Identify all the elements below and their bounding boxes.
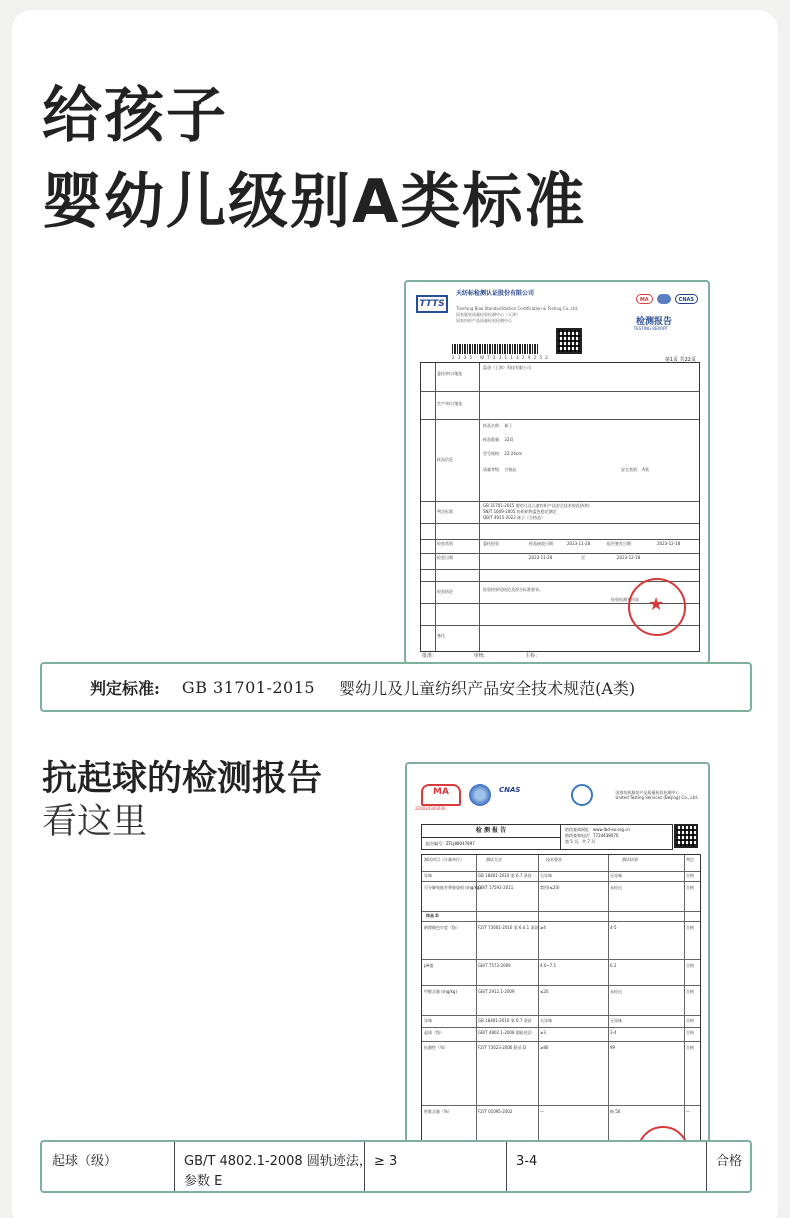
standard-code: GB 31701-2015 (181, 677, 316, 697)
report1-centers: Tianfang Biao Standardization Certification & Testing Co.,Ltd. 国家服装质量检验检测中心（天津） 国家纺织产品质量检验检测中心 (456, 306, 579, 323)
report1-title: 检测报告 (635, 317, 672, 327)
qr-code-icon (674, 824, 698, 848)
barcode-icon (452, 344, 538, 354)
cnas-badge-icon: CNAS (675, 294, 698, 304)
qr-code-icon (556, 328, 582, 354)
ilac-badge-icon (657, 294, 671, 304)
headline-line1: 给孩子 (42, 81, 228, 151)
ma-logo-icon: MA (421, 784, 461, 806)
report2-table: 测试项目（计量单位） 测试方法 技术要求 测试结果 判定 异味 GB 18401-2010 第 6.7 条款 无异味 无异味 合格 可分解致癌芳香胺染料 (mg/kg) GB/T 17592-2011 禁用(≤20) 未检出 合格 样品 D 耐摩擦色牢度（级） FZ/T 73001-2016 第 6.4.1 条款 ≥4 4-5 合格 pH值 GB/T 7573-2009 4.0~7.5 6.2 合格 甲醛含量 (mg/kg) GB/T 2912.1-2009 ≤20 未检出 合格 异味 GB 18401-2010 第 6.7 条款 无异味 无异味 合格 起球（级） GB/T 4802.1-2008 圆轨迹法 ≥3 3-4 合格 抗菌性（%） FZ/T 73023-2006 附录 D ≥80 99 合格 纤维含量（%） FZ/T 01095-2002 — 棉 56 — (421, 854, 701, 1146)
pilling-result-row (40, 1140, 752, 1193)
report1-signers: 批准： 审核： 主检： (422, 653, 541, 659)
pilling-requirement: ≥ 3 (374, 1154, 398, 1169)
standard-bar (40, 662, 752, 712)
report1-badges (636, 294, 698, 304)
ma-number: 220020343030 (415, 806, 446, 811)
test-report-image-2 (405, 762, 710, 1146)
pilling-verdict: 合格 (716, 1154, 743, 1169)
test-report-image-1 (404, 280, 710, 664)
lab-name: 国家纺织服装产品质量检验检测中心 United Testing Services (Beijing) Co., Ltd. (615, 790, 698, 800)
section2-subtitle: 看这里 (42, 802, 148, 842)
report2-header: 检 测 报 告 (421, 824, 561, 838)
section2-title: 抗起球的检测报告 (42, 759, 323, 799)
report2-meta: 防伪查询网址：www.lbd-ex.org.cn 防伪查询电话：7724438070 第 5 页，共 7 页 (561, 824, 673, 850)
report1-page: 第1页 共22页 (664, 357, 696, 363)
report1-company: 天纺标检测认证股份有限公司 (456, 290, 535, 297)
cnas-logo: CNAS (499, 786, 521, 794)
headline-line2: 婴幼儿级别A类标准 (42, 167, 587, 237)
standard-name: 婴幼儿及儿童纺织产品安全技术规范(A类) (339, 678, 636, 698)
pilling-result: 3-4 (516, 1154, 538, 1169)
ilac-logo-icon (469, 784, 491, 806)
report2-number: 报告编号：ZFLJ88047897 (421, 838, 561, 850)
ttts-logo: TTTS (416, 295, 448, 313)
barcode-number: 2 3 3 5 - W T 2 3 1 1 4 2 9 2 5 2 (452, 355, 549, 360)
report1-title-en: TESTING REPORT (633, 326, 668, 331)
uts-logo-icon (571, 784, 593, 806)
red-seal-stamp-icon (628, 578, 686, 636)
ma-badge-icon: MA (636, 294, 653, 304)
pilling-item: 起球（级） (52, 1154, 118, 1169)
pilling-method: GB/T 4802.1-2008 圆轨迹法，参数 E (184, 1154, 372, 1189)
star-icon: ★ (648, 594, 665, 615)
standard-label: 判定标准: (90, 678, 160, 698)
report1-table: 委托单位/地址 蓝爸（上海）科技有限公司 生产单位/地址 样品信息 样品名称： 袜子 样品数量： 32双 型号规格： 22-24cm 质量等级： 合格品 安全类别： A类 判定标准： GB 31701-2015 婴幼儿及儿童纺织产品安全技术规范(A类) SN/T 1649-2005 纺织织物蓝色稳定测定 QB/T 4915-2022 袜子（合格品） 检验类别 委托检验 样品接收日期 2023-11-28 报告签发日期 2023-12-18 检验日期 2023-11-28 至 2023-12-18 检验结论 检验结果见结论及符合标准要求。 检验检测专用章 备注 (420, 362, 700, 652)
